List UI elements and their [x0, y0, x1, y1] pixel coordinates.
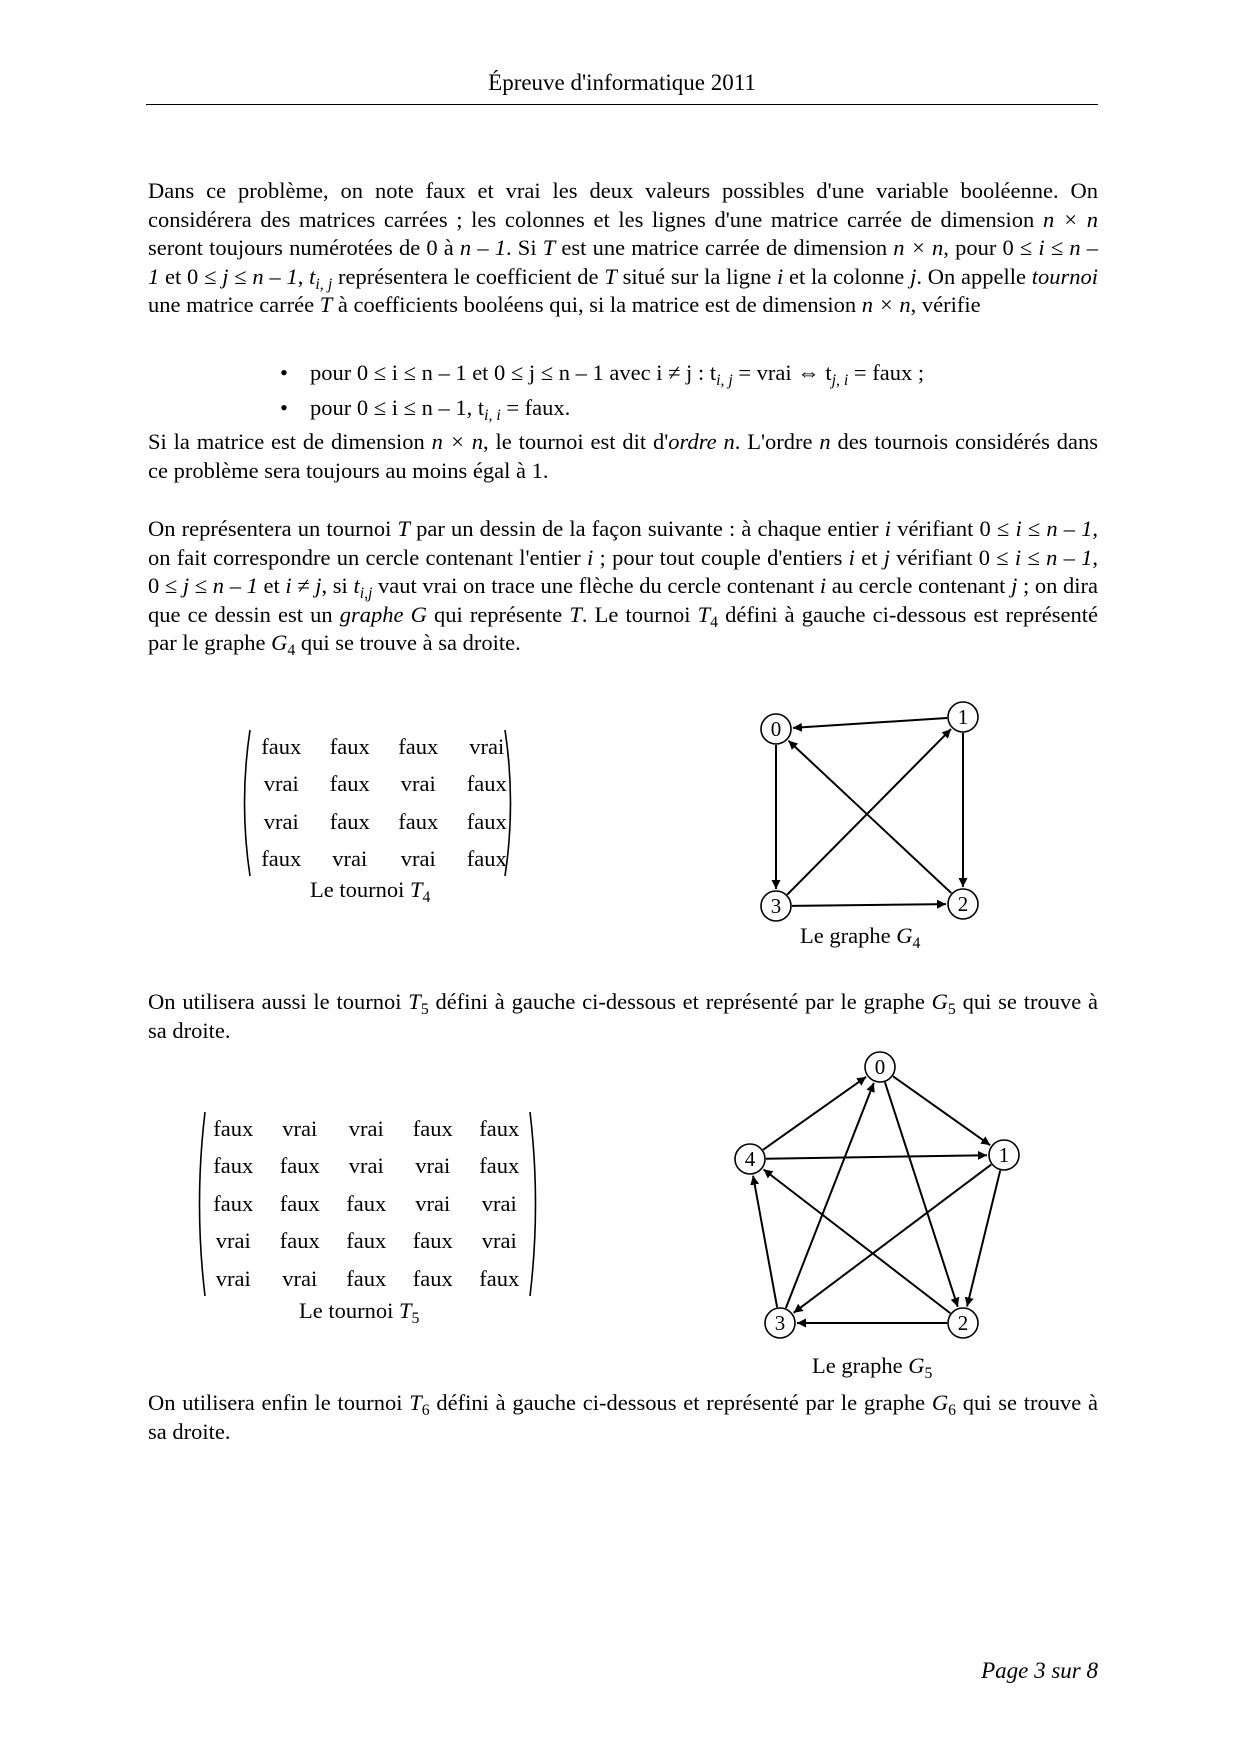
matrix-t4-cell: faux [466, 771, 507, 797]
matrix-t5-cell: faux [412, 1265, 453, 1291]
matrix-t4-cell: vrai [332, 846, 368, 872]
matrix-t4-cell: faux [466, 846, 507, 872]
matrix-t5-cell: vrai [348, 1153, 384, 1179]
matrix-t5-cell: faux [479, 1265, 520, 1291]
matrix-t5-cell: vrai [348, 1115, 384, 1141]
matrix-t5-cell: faux [213, 1153, 254, 1179]
intro-paragraph: Dans ce problème, on note faux et vrai les deux valeurs possibles d'une variable booléenne. On considérera des matrices carrées ; les colonnes et les lignes d'une matrice carrée de dimension n × n seront toujours numérotées de 0 à n – 1. Si T est une matrice carrée de dimension n × n, pour 0 ≤ i ≤ n – 1 et 0 ≤ j ≤ n – 1, $t_{i, j}$ représentera le coefficient de T situé sur la ligne i et la colonne j. On appelle tournoi une matrice carrée T à coefficients booléens qui, si la matrice est de dimension n × n, vérifie [148, 178, 1099, 318]
t6-intro-paragraph: On utilisera enfin le tournoi $T_6$ défini à gauche ci-dessous et représenté par le graphe $G_6$ qui se trouve à sa droite. [148, 1390, 1098, 1444]
matrix-t5-cell: vrai [415, 1153, 451, 1179]
matrix-t5-cell: faux [279, 1190, 320, 1216]
matrix-t5-cell: faux [346, 1228, 387, 1254]
graph-g5-edge-4-0 [763, 1077, 866, 1150]
matrix-t4-cell: vrai [469, 733, 505, 759]
matrix-t5-cell: vrai [215, 1228, 251, 1254]
graph-g5-edge-3-4 [753, 1176, 777, 1308]
page-footer: Page 3 sur 8 [981, 1658, 1098, 1683]
matrix-t5-cell: faux [479, 1153, 520, 1179]
graph-g5-edge-1-2 [967, 1171, 1000, 1307]
bullet-item-1: • pour 0 ≤ i ≤ n – 1 et 0 ≤ j ≤ n – 1 avec i ≠ j : $t_{i, j}$ = vrai ⇔ $t_{j, i}$ = faux ; [280, 360, 925, 389]
graph-g4-node-label-2: 2 [957, 892, 969, 916]
matrix-t4-cell: faux [329, 808, 370, 834]
matrix-t5-cell: faux [412, 1228, 453, 1254]
graph-definition-paragraph: On représentera un tournoi T par un dessin de la façon suivante : à chaque entier i vérifiant 0 ≤ i ≤ n – 1, on fait correspondre un cercle contenant l'entier i ; pour tout couple d'entiers i et j vérifiant 0 ≤ i ≤ n – 1, 0 ≤ j ≤ n – 1 et i ≠ j, si $t_{i,j}$ vaut vrai on trace une flèche du cercle contenant i au cercle contenant j ; on dira que ce dessin est un graphe G qui représente T. Le tournoi $T_4$ défini à gauche ci-dessous est représenté par le graphe $G_4$ qui se trouve à sa droite. [148, 516, 1099, 660]
matrix-t4-cell: faux [261, 733, 302, 759]
graph-g4-node-label-3: 3 [770, 894, 782, 918]
graph-g5-edge-1-3 [794, 1165, 992, 1313]
matrix-t5-cell: faux [213, 1190, 254, 1216]
matrix-t4-cell: faux [398, 733, 439, 759]
matrix-t4-cell: faux [466, 808, 507, 834]
matrix-t4-cell: faux [398, 808, 439, 834]
matrix-t5-cell: faux [412, 1115, 453, 1141]
matrix-t5-caption: Le tournoi $T_5$ [299, 1298, 420, 1327]
matrix-t4-cell: vrai [400, 771, 436, 797]
graph-g5-node-label-3: 3 [774, 1311, 786, 1335]
graph-g4-caption: Le graphe $G_4$ [800, 923, 921, 952]
matrix-t5-cell: faux [213, 1115, 254, 1141]
matrix-t5-cell: faux [346, 1265, 387, 1291]
bullet-item-2: • pour 0 ≤ i ≤ n – 1, $t_{i, i}$ = faux. [280, 395, 571, 424]
graph-g5-edge-0-2 [885, 1082, 958, 1307]
graph-g5-node-label-4: 4 [744, 1147, 756, 1171]
graph-g5-edge-4-1 [766, 1155, 987, 1158]
matrix-t5-cell: vrai [415, 1190, 451, 1216]
matrix-t5-cell: vrai [481, 1228, 517, 1254]
matrix-t4-cell: faux [261, 846, 302, 872]
matrix-t5-cell: vrai [282, 1265, 318, 1291]
matrix-t4-cell: vrai [263, 808, 299, 834]
graph-g4-node-label-0: 0 [770, 717, 782, 741]
graph-g5-node-label-2: 2 [957, 1311, 969, 1335]
matrix-t5-cell: faux [479, 1115, 520, 1141]
matrix-t4-cell: faux [329, 733, 370, 759]
matrix-t5-cell: faux [279, 1153, 320, 1179]
matrix-t5-cell: vrai [215, 1265, 251, 1291]
matrix-t5-cell: vrai [282, 1115, 318, 1141]
graph-g5-edge-0-1 [893, 1076, 990, 1145]
graph-g5-edge-3-0 [786, 1083, 874, 1308]
graph-g5-caption: Le graphe $G_5$ [812, 1353, 933, 1382]
matrix-t4-caption: Le tournoi $T_4$ [310, 877, 431, 906]
matrix-t5-cell: faux [346, 1190, 387, 1216]
matrix-t4-cell: vrai [263, 771, 299, 797]
page-header: Épreuve d'informatique 2011 [488, 70, 756, 95]
order-paragraph: Si la matrice est de dimension n × n, le tournoi est dit d'ordre n. L'ordre n des tournois considérés dans ce problème sera toujours au moins égal à 1. [148, 429, 1099, 483]
matrix-t5-cell: vrai [481, 1190, 517, 1216]
t5-intro-paragraph: On utilisera aussi le tournoi $T_5$ défini à gauche ci-dessous et représenté par le graphe $G_5$ qui se trouve à sa droite. [148, 989, 1098, 1043]
matrix-t5-cell: faux [279, 1228, 320, 1254]
matrix-t4-cell: vrai [400, 846, 436, 872]
matrix-t4-cell: faux [329, 771, 370, 797]
graph-g5-node-label-0: 0 [874, 1055, 886, 1079]
graph-g4-node-label-1: 1 [957, 705, 969, 729]
graph-g5-node-label-1: 1 [998, 1143, 1010, 1167]
